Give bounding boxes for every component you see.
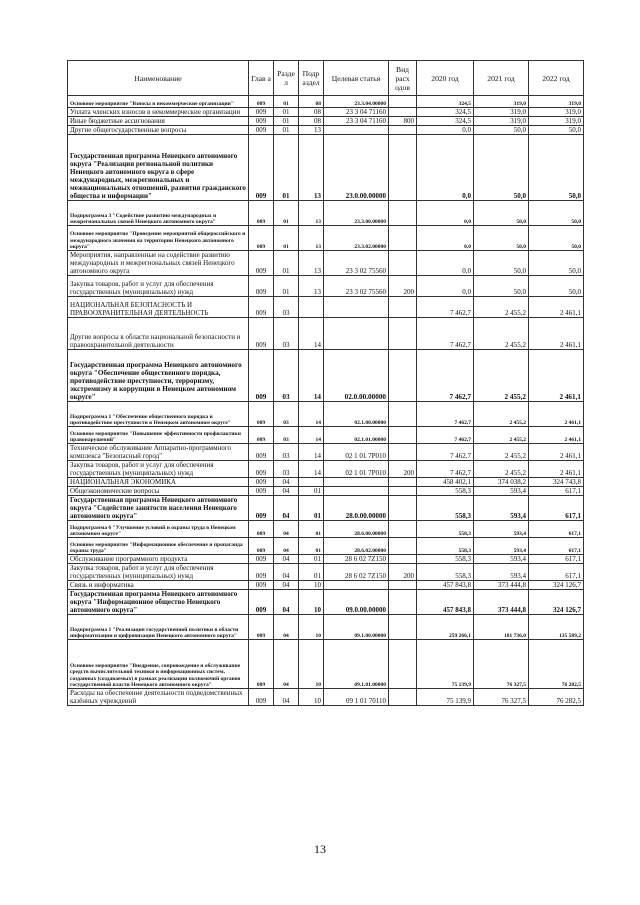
cell-podrazdel: 08: [299, 96, 324, 108]
table-row: [68, 126, 584, 135]
cell-2022: 76 282,5: [529, 640, 584, 689]
table-row: [68, 297, 584, 318]
cell-tselevaya: 09.0.00.00000: [324, 590, 389, 615]
cell-2021: 50,0: [474, 226, 529, 251]
cell-vid: [389, 226, 417, 251]
cell-2021: 319,0: [474, 108, 529, 117]
cell-2021: 593,4: [474, 564, 529, 581]
cell-vid: [389, 96, 417, 108]
cell-vid: 200: [389, 276, 417, 297]
cell-glava: 009: [249, 640, 274, 689]
cell-2022: 617,1: [529, 555, 584, 564]
cell-2022: 2 461,1: [529, 350, 584, 402]
cell-razdel: 01: [274, 117, 299, 126]
cell-glava: 009: [249, 126, 274, 135]
cell-2022: 617,1: [529, 521, 584, 538]
cell-tselevaya: 02.0.00.00000: [324, 350, 389, 402]
cell-2022: 324 126,7: [529, 590, 584, 615]
cell-glava: 009: [249, 555, 274, 564]
cell-podrazdel: 14: [299, 402, 324, 427]
budget-table: [67, 60, 584, 706]
cell-razdel: 04: [274, 640, 299, 689]
cell-razdel: 04: [274, 689, 299, 706]
table-row: [68, 689, 584, 706]
cell-tselevaya: [324, 126, 389, 135]
cell-2020: 7 462,7: [417, 402, 474, 427]
cell-podrazdel: 13: [299, 226, 324, 251]
cell-tselevaya: 23.3.04.00000: [324, 96, 389, 108]
cell-2021: 2 455,2: [474, 350, 529, 402]
table-row: [68, 461, 584, 478]
table-row: [68, 117, 584, 126]
table-row: [68, 555, 584, 564]
cell-glava: 009: [249, 135, 274, 201]
cell-2022: 2 461,1: [529, 461, 584, 478]
cell-2022: 50,0: [529, 201, 584, 226]
cell-2020: 7 462,7: [417, 427, 474, 444]
cell-razdel: 03: [274, 297, 299, 318]
cell-tselevaya: 23 3 02 75560: [324, 276, 389, 297]
cell-name: Государственная программа Ненецкого автономного округа "Реализация региональной политики Ненецкого автономного округа в сфере международных, межрегиональных и межнациональных отношений, развития гражданского общества и информации": [68, 135, 249, 201]
cell-glava: 009: [249, 350, 274, 402]
cell-tselevaya: 23 3 02 75560: [324, 251, 389, 276]
cell-2021: 593,4: [474, 521, 529, 538]
cell-2020: 0,0: [417, 135, 474, 201]
cell-2021: 2 455,2: [474, 402, 529, 427]
cell-2021: 2 455,2: [474, 297, 529, 318]
cell-vid: [389, 555, 417, 564]
cell-2020: 259 266,1: [417, 615, 474, 640]
cell-glava: 009: [249, 297, 274, 318]
table-row: [68, 276, 584, 297]
cell-razdel: 04: [274, 555, 299, 564]
cell-vid: [389, 427, 417, 444]
cell-2021: 76 327,5: [474, 689, 529, 706]
cell-name: Закупка товаров, работ и услуг для обеспечения государственных (муниципальных) нужд: [68, 461, 249, 478]
cell-razdel: 04: [274, 564, 299, 581]
cell-2020: 0,0: [417, 126, 474, 135]
cell-vid: [389, 478, 417, 487]
cell-2021: 2 455,2: [474, 427, 529, 444]
cell-podrazdel: 01: [299, 564, 324, 581]
cell-2022: 319,0: [529, 108, 584, 117]
cell-vid: [389, 402, 417, 427]
cell-2022: 324 126,7: [529, 581, 584, 590]
cell-vid: [389, 444, 417, 461]
cell-name: Обслуживание программного продукта: [68, 555, 249, 564]
cell-name: Основное мероприятие "Взносы в некоммерческие организации": [68, 96, 249, 108]
cell-2022: 319,0: [529, 117, 584, 126]
cell-glava: 009: [249, 590, 274, 615]
cell-tselevaya: 23.3.00.00000: [324, 201, 389, 226]
cell-podrazdel: 13: [299, 276, 324, 297]
cell-2021: 593,4: [474, 555, 529, 564]
cell-2020: 324,5: [417, 108, 474, 117]
cell-tselevaya: 28 6 02 7Z150: [324, 555, 389, 564]
cell-2022: 2 461,1: [529, 444, 584, 461]
cell-glava: 009: [249, 201, 274, 226]
cell-podrazdel: [299, 478, 324, 487]
cell-podrazdel: 14: [299, 461, 324, 478]
cell-glava: 009: [249, 117, 274, 126]
cell-2022: 617,1: [529, 538, 584, 555]
cell-razdel: 04: [274, 615, 299, 640]
cell-tselevaya: 02.1.00.00000: [324, 402, 389, 427]
cell-tselevaya: [324, 478, 389, 487]
cell-razdel: 01: [274, 108, 299, 117]
cell-podrazdel: 13: [299, 201, 324, 226]
cell-podrazdel: 10: [299, 640, 324, 689]
table-row: [68, 226, 584, 251]
table-row: [68, 590, 584, 615]
cell-podrazdel: 01: [299, 555, 324, 564]
budget-table-container: [67, 60, 583, 706]
cell-2022: 319,0: [529, 96, 584, 108]
cell-podrazdel: 14: [299, 350, 324, 402]
cell-2022: 617,1: [529, 487, 584, 496]
cell-2020: 0,0: [417, 226, 474, 251]
table-row: [68, 444, 584, 461]
cell-name: Уплата членских взносов в некоммерческие организации: [68, 108, 249, 117]
table-header-row: [68, 61, 584, 96]
cell-razdel: 01: [274, 226, 299, 251]
cell-name: Подпрограмма 3 "Содействие развитию международных и межрегиональных связей Ненецкого автономного округа": [68, 201, 249, 226]
cell-2021: 181 736,0: [474, 615, 529, 640]
cell-razdel: 04: [274, 581, 299, 590]
cell-glava: 009: [249, 96, 274, 108]
cell-podrazdel: 01: [299, 496, 324, 521]
cell-glava: 009: [249, 444, 274, 461]
cell-name: Расходы на обеспечение деятельности подведомственных казённых учреждений: [68, 689, 249, 706]
cell-2021: 50,0: [474, 251, 529, 276]
cell-name: Связь и информатика: [68, 581, 249, 590]
cell-2020: 324,5: [417, 96, 474, 108]
table-row: [68, 135, 584, 201]
cell-2021: 50,0: [474, 135, 529, 201]
cell-razdel: 04: [274, 496, 299, 521]
cell-podrazdel: 14: [299, 444, 324, 461]
cell-razdel: 03: [274, 402, 299, 427]
cell-name: Основное мероприятие "Повышение эффективности профилактики правонарушений": [68, 427, 249, 444]
cell-razdel: 03: [274, 427, 299, 444]
cell-razdel: 03: [274, 318, 299, 350]
cell-glava: 009: [249, 581, 274, 590]
cell-2021: 319,0: [474, 96, 529, 108]
cell-2022: 2 461,1: [529, 318, 584, 350]
cell-2021: 2 455,2: [474, 318, 529, 350]
cell-2021: 593,4: [474, 496, 529, 521]
cell-glava: 009: [249, 487, 274, 496]
cell-name: Другие общегосударственные вопросы: [68, 126, 249, 135]
cell-glava: 009: [249, 521, 274, 538]
cell-name: Основное мероприятие "Внедрение, сопровождение и обслуживание средств вычислительной техники и информационных систем, созданных (создаваемых) в рамках реализации полномочий органов государственной власти Ненецкого автономного округа": [68, 640, 249, 689]
cell-tselevaya: 09 1 01 70110: [324, 689, 389, 706]
cell-tselevaya: [324, 297, 389, 318]
cell-tselevaya: 28.6.00.00000: [324, 521, 389, 538]
cell-2022: 50,0: [529, 126, 584, 135]
table-row: [68, 538, 584, 555]
cell-glava: 009: [249, 461, 274, 478]
cell-2022: 2 461,1: [529, 427, 584, 444]
cell-tselevaya: 09.1.01.00000: [324, 640, 389, 689]
cell-2022: 76 282,5: [529, 689, 584, 706]
table-row: [68, 640, 584, 689]
cell-tselevaya: 23 3 04 71160: [324, 117, 389, 126]
cell-2022: 2 461,1: [529, 297, 584, 318]
cell-glava: 009: [249, 108, 274, 117]
cell-podrazdel: 01: [299, 487, 324, 496]
cell-razdel: 01: [274, 135, 299, 201]
cell-2020: 558,3: [417, 521, 474, 538]
cell-name: Иные бюджетные ассигнования: [68, 117, 249, 126]
cell-2020: 324,5: [417, 117, 474, 126]
cell-glava: 009: [249, 538, 274, 555]
cell-tselevaya: [324, 318, 389, 350]
cell-glava: 009: [249, 251, 274, 276]
cell-razdel: 03: [274, 350, 299, 402]
cell-name: Закупка товаров, работ и услуг для обеспечения государственных (муниципальных) нужд: [68, 276, 249, 297]
cell-2020: 7 462,7: [417, 461, 474, 478]
cell-glava: 009: [249, 478, 274, 487]
cell-vid: 800: [389, 117, 417, 126]
table-body: [68, 96, 584, 706]
cell-podrazdel: 01: [299, 521, 324, 538]
cell-name: Другие вопросы в области национальной безопасности и правоохранительной деятельности: [68, 318, 249, 350]
cell-podrazdel: 01: [299, 538, 324, 555]
table-row: [68, 487, 584, 496]
header-vid: Вид расх одов: [389, 61, 417, 96]
cell-2020: 0,0: [417, 251, 474, 276]
cell-2021: 593,4: [474, 538, 529, 555]
cell-2021: 2 455,2: [474, 444, 529, 461]
page-number: 13: [314, 842, 326, 856]
cell-razdel: 04: [274, 538, 299, 555]
cell-glava: 009: [249, 226, 274, 251]
cell-name: Государственная программа Ненецкого автономного округа "Информационное общество Ненецкого автономного округа": [68, 590, 249, 615]
cell-glava: 009: [249, 496, 274, 521]
table-row: [68, 427, 584, 444]
cell-vid: [389, 318, 417, 350]
cell-podrazdel: 14: [299, 318, 324, 350]
cell-2021: 374 038,2: [474, 478, 529, 487]
cell-name: Подпрограмма 1 "Реализация государственной политики в области информатизации и цифровизации Ненецкого автономного округа": [68, 615, 249, 640]
table-row: [68, 108, 584, 117]
table-row: [68, 615, 584, 640]
cell-tselevaya: 28 6 02 7Z150: [324, 564, 389, 581]
cell-razdel: 04: [274, 590, 299, 615]
cell-razdel: 03: [274, 444, 299, 461]
cell-vid: [389, 581, 417, 590]
cell-name: Закупка товаров, работ и услуг для обеспечения государственных (муниципальных) нужд: [68, 564, 249, 581]
cell-tselevaya: 02.1.01.00000: [324, 427, 389, 444]
cell-vid: [389, 538, 417, 555]
cell-razdel: 04: [274, 521, 299, 538]
cell-podrazdel: 14: [299, 427, 324, 444]
cell-vid: [389, 350, 417, 402]
cell-name: Общеэкономические вопросы: [68, 487, 249, 496]
cell-2022: 617,1: [529, 496, 584, 521]
cell-2022: 50,0: [529, 226, 584, 251]
header-2021: 2021 год: [474, 61, 529, 96]
table-row: [68, 478, 584, 487]
cell-2021: 373 444,8: [474, 590, 529, 615]
cell-2021: 50,0: [474, 276, 529, 297]
cell-2020: 457 843,8: [417, 590, 474, 615]
header-2020: 2020 год: [417, 61, 474, 96]
header-tselevaya: Целевая статья: [324, 61, 389, 96]
cell-2021: 593,4: [474, 487, 529, 496]
cell-tselevaya: 09.1.00.00000: [324, 615, 389, 640]
cell-tselevaya: 02 1 01 7Р010: [324, 461, 389, 478]
cell-2020: 7 462,7: [417, 444, 474, 461]
cell-2022: 2 461,1: [529, 402, 584, 427]
header-2022: 2022 год: [529, 61, 584, 96]
table-row: [68, 402, 584, 427]
cell-razdel: 04: [274, 487, 299, 496]
table-row: [68, 581, 584, 590]
cell-2020: 558,3: [417, 496, 474, 521]
cell-podrazdel: 13: [299, 126, 324, 135]
cell-2020: 558,3: [417, 555, 474, 564]
cell-2022: 617,1: [529, 564, 584, 581]
cell-2020: 458 402,1: [417, 478, 474, 487]
cell-2021: 2 455,2: [474, 461, 529, 478]
cell-2020: 558,3: [417, 487, 474, 496]
cell-vid: [389, 135, 417, 201]
cell-glava: 009: [249, 564, 274, 581]
cell-vid: 200: [389, 564, 417, 581]
cell-2020: 558,3: [417, 564, 474, 581]
cell-name: НАЦИОНАЛЬНАЯ ЭКОНОМИКА: [68, 478, 249, 487]
cell-vid: [389, 126, 417, 135]
cell-2022: 135 589,2: [529, 615, 584, 640]
table-row: [68, 521, 584, 538]
table-row: [68, 318, 584, 350]
cell-tselevaya: 23.3.02.00000: [324, 226, 389, 251]
cell-tselevaya: 02 1 01 7Р010: [324, 444, 389, 461]
header-name: Наименование: [68, 61, 249, 96]
cell-2020: 7 462,7: [417, 318, 474, 350]
cell-name: Государственная программа Ненецкого автономного округа "Содействие занятости населения Ненецкого автономного округа": [68, 496, 249, 521]
cell-name: Государственная программа Ненецкого автономного округа "Обеспечение общественного порядка, противодействие преступности, терроризму, экстремизму и коррупции в Ненецком автономном округе": [68, 350, 249, 402]
cell-podrazdel: 13: [299, 135, 324, 201]
cell-2022: 50,0: [529, 251, 584, 276]
cell-vid: [389, 487, 417, 496]
cell-name: Подпрограмма 1 "Обеспечение общественного порядка и противодействие преступности в Ненецком автономном округе": [68, 402, 249, 427]
cell-podrazdel: 08: [299, 108, 324, 117]
cell-name: НАЦИОНАЛЬНАЯ БЕЗОПАСНОСТЬ И ПРАВООХРАНИТЕЛЬНАЯ ДЕЯТЕЛЬНОСТЬ: [68, 297, 249, 318]
cell-vid: [389, 521, 417, 538]
cell-tselevaya: 28.6.02.00000: [324, 538, 389, 555]
cell-2020: 0,0: [417, 201, 474, 226]
cell-tselevaya: [324, 581, 389, 590]
table-row: [68, 96, 584, 108]
cell-podrazdel: 10: [299, 615, 324, 640]
cell-2020: 7 462,7: [417, 350, 474, 402]
cell-2020: 457 843,8: [417, 581, 474, 590]
cell-vid: [389, 640, 417, 689]
header-razdel: Разде л: [274, 61, 299, 96]
cell-2021: 373 444,8: [474, 581, 529, 590]
cell-vid: [389, 297, 417, 318]
table-row: [68, 564, 584, 581]
cell-name: Основное мероприятие "Проведение мероприятий общероссийского и международного значения на территории Ненецкого автономного округа": [68, 226, 249, 251]
cell-razdel: 01: [274, 276, 299, 297]
cell-glava: 009: [249, 276, 274, 297]
table-row: [68, 201, 584, 226]
table-row: [68, 251, 584, 276]
cell-name: Мероприятия, направленные на содействие развитию международных и межрегиональных связей Ненецкого автономного округа: [68, 251, 249, 276]
cell-podrazdel: 13: [299, 251, 324, 276]
table-row: [68, 350, 584, 402]
cell-2021: 319,0: [474, 117, 529, 126]
cell-2021: 50,0: [474, 126, 529, 135]
cell-glava: 009: [249, 318, 274, 350]
cell-razdel: 01: [274, 201, 299, 226]
cell-2022: 324 743,8: [529, 478, 584, 487]
cell-tselevaya: 23 3 04 71160: [324, 108, 389, 117]
header-glava: Глав а: [249, 61, 274, 96]
cell-tselevaya: [324, 487, 389, 496]
cell-vid: [389, 201, 417, 226]
cell-2020: 75 139,9: [417, 689, 474, 706]
cell-2021: 76 327,5: [474, 640, 529, 689]
cell-2022: 50,0: [529, 276, 584, 297]
cell-2021: 50,0: [474, 201, 529, 226]
cell-podrazdel: 10: [299, 581, 324, 590]
cell-glava: 009: [249, 615, 274, 640]
cell-razdel: 04: [274, 478, 299, 487]
cell-vid: 200: [389, 461, 417, 478]
cell-podrazdel: 08: [299, 117, 324, 126]
cell-vid: [389, 689, 417, 706]
table-row: [68, 496, 584, 521]
cell-name: Основное мероприятие "Информационное обеспечение и пропаганда охраны труда": [68, 538, 249, 555]
cell-vid: [389, 615, 417, 640]
cell-razdel: 01: [274, 126, 299, 135]
cell-podrazdel: [299, 297, 324, 318]
cell-vid: [389, 590, 417, 615]
cell-name: Подпрограмма 6 "Улучшение условий и охраны труда в Ненецком автономном округе": [68, 521, 249, 538]
cell-tselevaya: 28.0.00.00000: [324, 496, 389, 521]
cell-vid: [389, 496, 417, 521]
cell-2020: 7 462,7: [417, 297, 474, 318]
cell-podrazdel: 10: [299, 590, 324, 615]
cell-vid: [389, 251, 417, 276]
cell-glava: 009: [249, 402, 274, 427]
cell-razdel: 01: [274, 96, 299, 108]
cell-podrazdel: 10: [299, 689, 324, 706]
cell-glava: 009: [249, 427, 274, 444]
cell-razdel: 01: [274, 251, 299, 276]
cell-2020: 75 139,9: [417, 640, 474, 689]
cell-2020: 558,3: [417, 538, 474, 555]
cell-razdel: 03: [274, 461, 299, 478]
cell-name: Техническое обслуживание Аппаратно-программного комплекса "Безопасный город": [68, 444, 249, 461]
cell-vid: [389, 108, 417, 117]
cell-tselevaya: 23.0.00.00000: [324, 135, 389, 201]
cell-2020: 0,0: [417, 276, 474, 297]
header-podrazdel: Подр аздел: [299, 61, 324, 96]
cell-glava: 009: [249, 689, 274, 706]
cell-2022: 50,0: [529, 135, 584, 201]
